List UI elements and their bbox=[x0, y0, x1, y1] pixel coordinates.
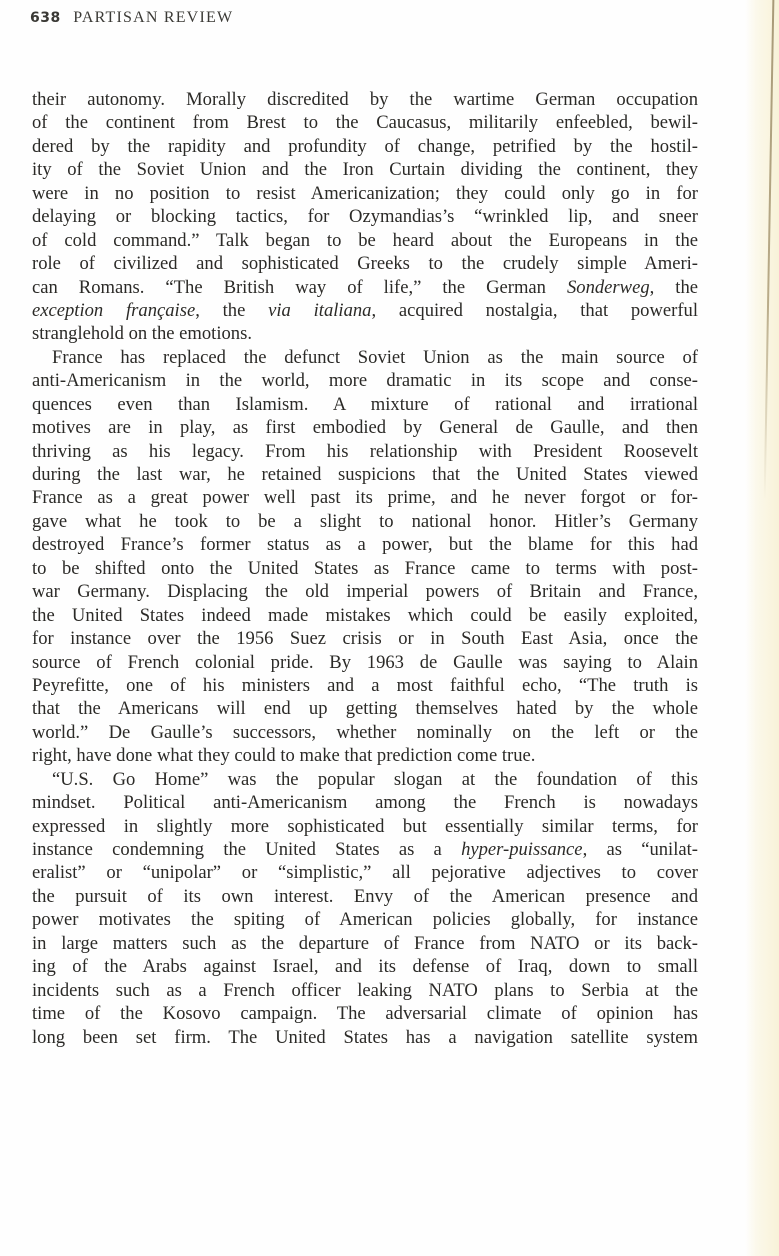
text-line: France has replaced the defunct Soviet Union as the main source of bbox=[52, 346, 698, 368]
body-text bbox=[32, 88, 698, 1049]
text-line: right, have done what they could to make that prediction come true. bbox=[32, 745, 536, 767]
text-line: the United States indeed made mistakes which could be easily exploited, bbox=[32, 604, 698, 626]
text-line: long been set firm. The United States has a navigation satellite system bbox=[32, 1026, 698, 1048]
text-line bbox=[32, 838, 698, 861]
page-edge bbox=[745, 0, 779, 1256]
italic-term: Sonderweg bbox=[566, 276, 650, 298]
page-number: 638 bbox=[30, 10, 61, 26]
text-line: of the continent from Brest to the Caucasus, militarily enfeebled, bewil- bbox=[32, 112, 698, 134]
text-run: , the bbox=[649, 276, 698, 298]
italic-term: exception française bbox=[32, 299, 196, 321]
running-head bbox=[30, 9, 233, 27]
text-line: gave what he took to be a slight to national honor. Hitler’s Germany bbox=[32, 510, 698, 532]
page-curl-shadow bbox=[764, 0, 775, 500]
text-line: stranglehold on the emotions. bbox=[32, 323, 252, 345]
text-line: for instance over the 1956 Suez crisis or in South East Asia, once the bbox=[32, 628, 698, 650]
text-line: of cold command.” Talk began to be heard about the Europeans in the bbox=[32, 229, 698, 251]
journal-title: PARTISAN REVIEW bbox=[73, 9, 234, 26]
text-run: , the bbox=[195, 299, 269, 321]
text-line: destroyed France’s former status as a power, but the blame for this had bbox=[32, 534, 698, 556]
text-line: world.” De Gaulle’s successors, whether nominally on the left or the bbox=[32, 721, 698, 743]
text-line bbox=[32, 276, 698, 299]
text-line: quences even than Islamism. A mixture of rational and irrational bbox=[32, 393, 698, 415]
text-line: in large matters such as the departure of France from NATO or its back- bbox=[32, 932, 698, 954]
text-line: power motivates the spiting of American policies globally, for instance bbox=[32, 909, 698, 931]
text-line: incidents such as a French officer leaking NATO plans to Serbia at the bbox=[32, 979, 698, 1001]
italic-term: hyper-puissance bbox=[461, 839, 583, 860]
text-line: during the last war, he retained suspicions that the United States viewed bbox=[32, 464, 698, 485]
text-line: expressed in slightly more sophisticated but essentially similar terms, for bbox=[32, 815, 698, 837]
text-line: time of the Kosovo campaign. The adversarial climate of opinion has bbox=[32, 1003, 698, 1025]
text-line: mindset. Political anti-Americanism among the French is nowadays bbox=[32, 792, 698, 814]
text-line: source of French colonial pride. By 1963 de Gaulle was saying to Alain bbox=[32, 651, 698, 673]
text-line: to be shifted onto the United States as France came to terms with post- bbox=[32, 557, 698, 579]
text-run: , as “unilat- bbox=[582, 839, 698, 860]
text-line: ing of the Arabs against Israel, and its defense of Iraq, down to small bbox=[32, 956, 698, 978]
text-line bbox=[32, 299, 698, 322]
text-line: “U.S. Go Home” was the popular slogan at the foundation of this bbox=[52, 768, 698, 790]
text-line: Peyrefitte, one of his ministers and a most faithful echo, “The truth is bbox=[32, 674, 698, 696]
text-run: instance condemning the United States as a bbox=[32, 839, 462, 860]
italic-term: via italiana bbox=[268, 299, 372, 321]
text-line: the pursuit of its own interest. Envy of the American presence and bbox=[32, 885, 698, 907]
text-line: were in no position to resist Americanization; they could only go in for bbox=[32, 182, 698, 204]
text-line: France as a great power well past its prime, and he never forgot or for- bbox=[32, 487, 698, 509]
text-line: dered by the rapidity and profundity of change, petrified by the hostil- bbox=[32, 135, 698, 157]
text-line: ity of the Soviet Union and the Iron Curtain dividing the continent, they bbox=[32, 159, 698, 181]
text-line: their autonomy. Morally discredited by the wartime German occupation bbox=[32, 89, 698, 110]
text-line: thriving as his legacy. From his relationship with President Roosevelt bbox=[32, 440, 698, 462]
text-line: role of civilized and sophisticated Greeks to the crudely simple Ameri- bbox=[32, 253, 698, 275]
text-run: , acquired nostalgia, that powerful bbox=[371, 299, 699, 321]
text-line: anti-Americanism in the world, more dramatic in its scope and conse- bbox=[32, 370, 698, 392]
text-line: that the Americans will end up getting themselves hated by the whole bbox=[32, 698, 698, 720]
text-line: eralist” or “unipolar” or “simplistic,” all pejorative adjectives to cover bbox=[32, 862, 698, 884]
text-run: can Romans. “The British way of life,” the German bbox=[32, 276, 567, 298]
text-line: war Germany. Displacing the old imperial powers of Britain and France, bbox=[32, 581, 698, 603]
text-line: motives are in play, as first embodied by General de Gaulle, and then bbox=[32, 417, 698, 439]
text-line: delaying or blocking tactics, for Ozymandias’s “wrinkled lip, and sneer bbox=[32, 206, 698, 228]
